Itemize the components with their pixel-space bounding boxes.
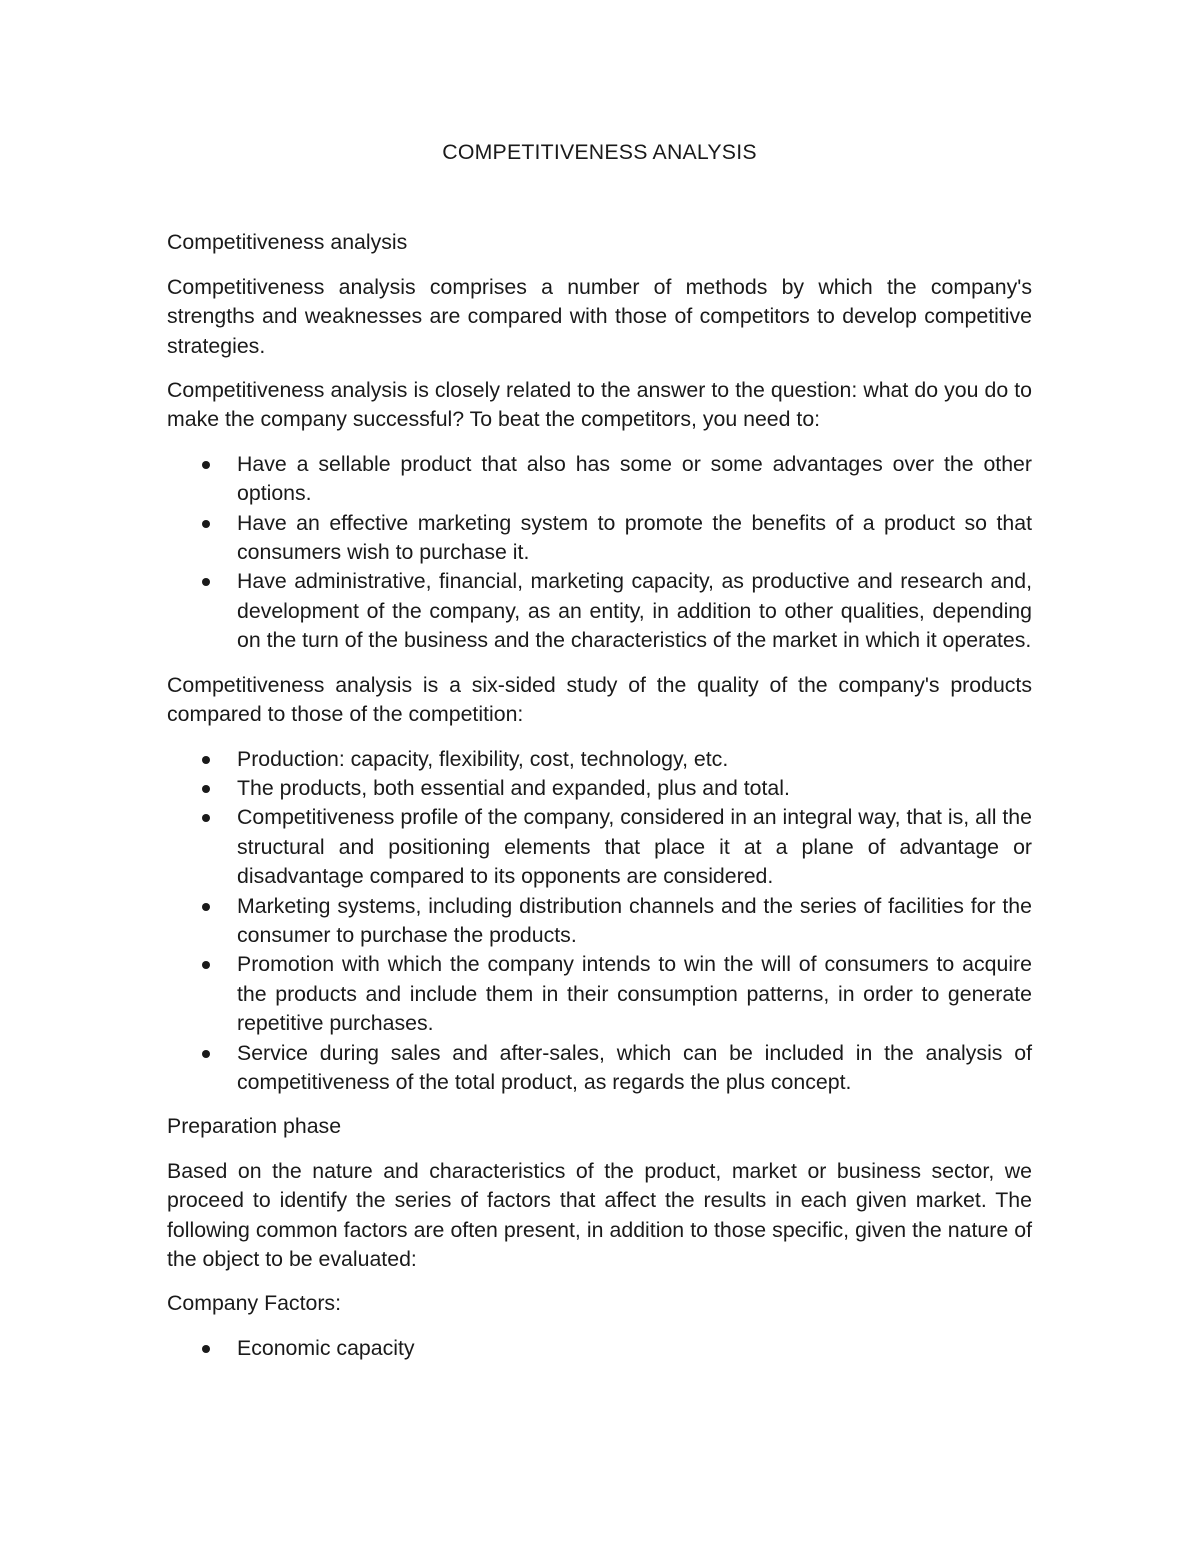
bullet-icon	[202, 578, 210, 586]
list-item-text: Have administrative, financial, marketing capacity, as productive and research and, development of the company, as an entity, in addition to other qualities, depending on the turn of the business and the characteristics of the market in which it operates.	[237, 569, 1032, 653]
bullet-icon	[202, 903, 210, 911]
bullet-icon	[202, 785, 210, 793]
bullet-icon	[202, 520, 210, 528]
document-body	[167, 138, 1032, 1378]
list-item	[167, 1039, 1032, 1098]
list-item	[167, 803, 1032, 891]
document-title: COMPETITIVENESS ANALYSIS	[442, 140, 757, 164]
paragraph-definition: Competitiveness analysis comprises a number of methods by which the company's strengths and weaknesses are compared with those of competitors to develop competitive strategies.	[167, 274, 1032, 358]
requirements-list	[167, 450, 1032, 656]
list-item-text: Service during sales and after-sales, which can be included in the analysis of competitiveness of the total product, as regards the plus concept.	[237, 1040, 1032, 1094]
company-factors-heading: Company Factors:	[167, 1291, 341, 1316]
six-sided-list	[167, 745, 1032, 1098]
bullet-icon	[202, 756, 210, 764]
list-item	[167, 509, 1032, 568]
bullet-icon	[202, 814, 210, 822]
list-item-text: Economic capacity	[237, 1335, 415, 1360]
list-item	[167, 892, 1032, 951]
list-item	[167, 1334, 1032, 1363]
preparation-heading: Preparation phase	[167, 1114, 342, 1139]
list-item-text: Marketing systems, including distribution channels and the series of facilities for the consumer to purchase the products.	[237, 893, 1032, 947]
list-item	[167, 567, 1032, 655]
list-item	[167, 774, 1032, 803]
list-item	[167, 450, 1032, 509]
list-item-text: Production: capacity, flexibility, cost, technology, etc.	[237, 746, 729, 771]
paragraph-question: Competitiveness analysis is closely related to the answer to the question: what do you do to make the company successful? To beat the competitors, you need to:	[167, 378, 1032, 432]
list-item-text: The products, both essential and expanded, plus and total.	[237, 775, 790, 800]
company-factors-list	[167, 1334, 1032, 1363]
bullet-icon	[202, 961, 210, 969]
list-item	[167, 950, 1032, 1038]
list-item-text: Competitiveness profile of the company, considered in an integral way, that is, all the structural and positioning elements that place it at a plane of advantage or disadvantage compared to its opponents are considered.	[237, 805, 1032, 889]
list-item-text: Promotion with which the company intends to win the will of consumers to acquire the products and include them in their consumption patterns, in order to generate repetitive purchases.	[237, 952, 1032, 1036]
list-item-text: Have a sellable product that also has some or some advantages over the other options.	[237, 451, 1032, 506]
paragraph-preparation: Based on the nature and characteristics of the product, market or business sector, we proceed to identify the series of factors that affect the results in each given market. The following common factors are often present, in addition to those specific, given the nature of the object to be evaluated:	[167, 1158, 1032, 1271]
bullet-icon	[202, 1050, 210, 1058]
list-item-text: Have an effective marketing system to promote the benefits of a product so that consumers wish to purchase it.	[237, 510, 1032, 565]
bullet-icon	[202, 1345, 210, 1353]
paragraph-six-sided: Competitiveness analysis is a six-sided study of the quality of the company's products compared to those of the competition:	[167, 672, 1032, 727]
bullet-icon	[202, 461, 210, 469]
section-heading: Competitiveness analysis	[167, 230, 408, 255]
list-item	[167, 745, 1032, 774]
